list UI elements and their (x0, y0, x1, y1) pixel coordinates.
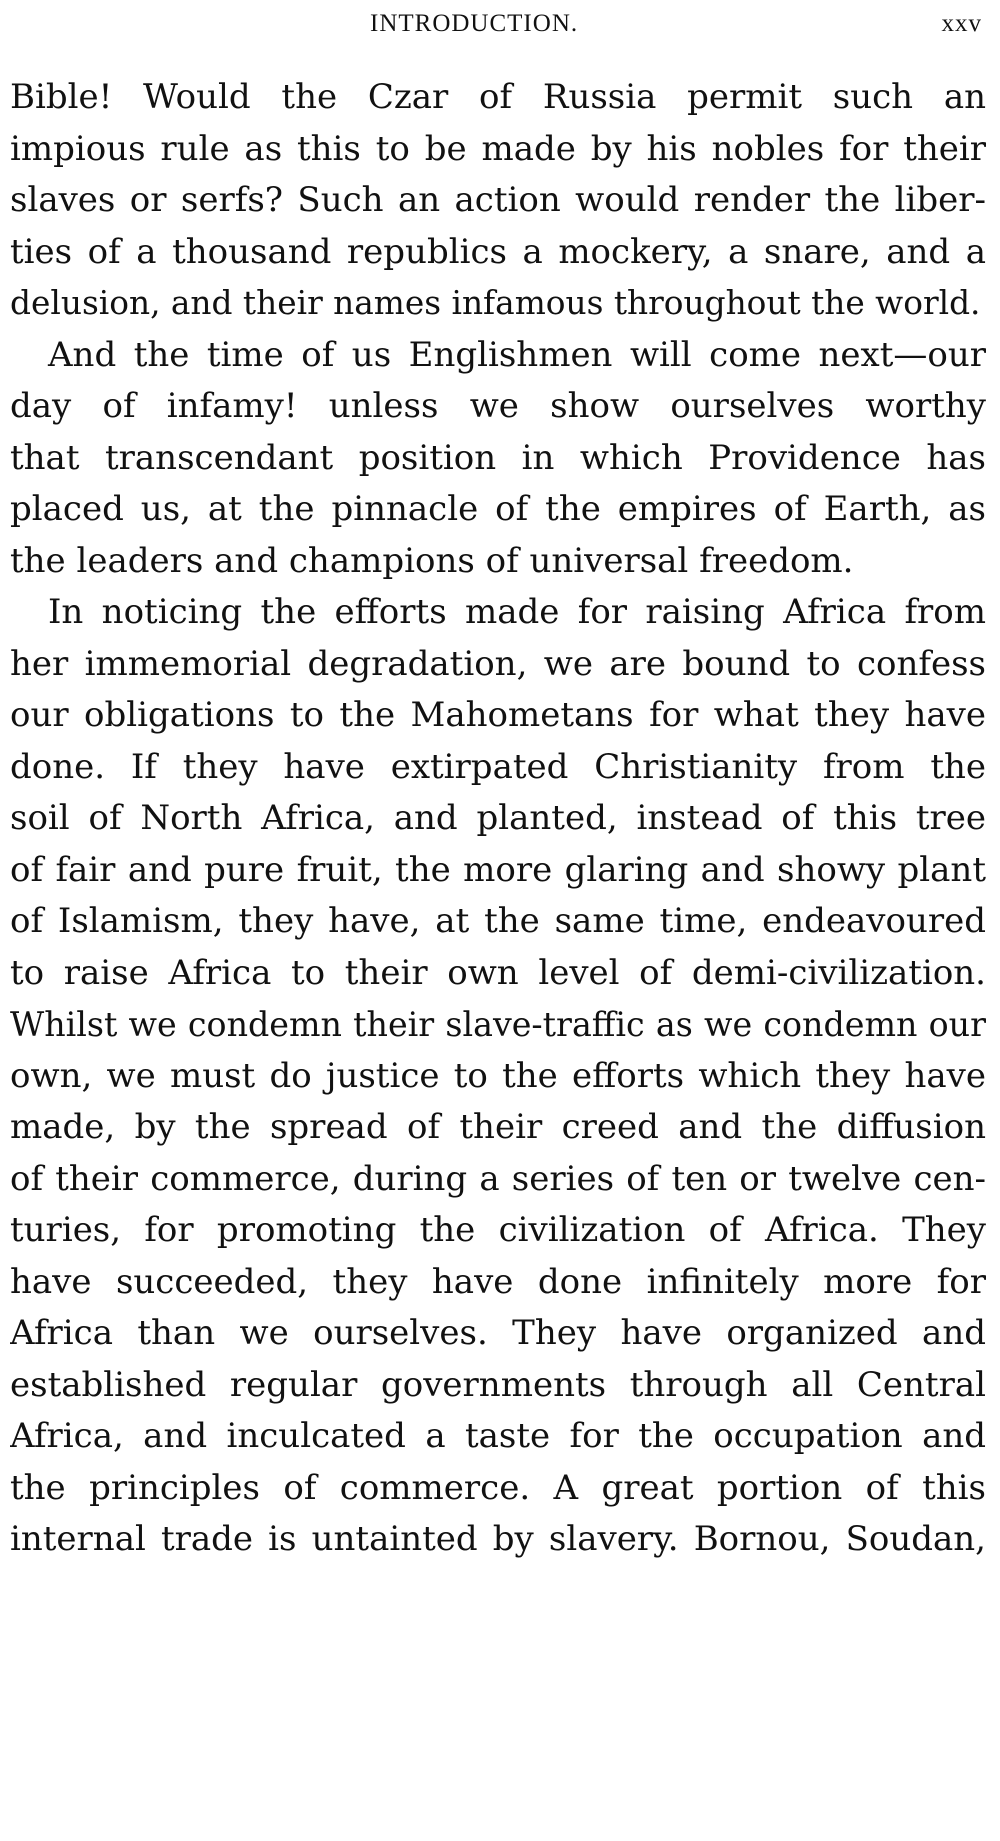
page-number: xxv (941, 10, 982, 37)
text-line: her immemorial degradation, we are bound to confess (10, 643, 986, 684)
text-line: delusion, and their names infamous throughout the world. (10, 284, 981, 322)
text-line: slaves or serfs? Such an action would render the liber- (10, 180, 986, 220)
text-line: of Islamism, they have, at the same time, endeavoured (10, 901, 986, 941)
text-line: day of infamy! unless we show ourselves worthy (10, 386, 986, 426)
running-head (0, 6, 1000, 46)
text-line: our obligations to the Mahometans for what they have (10, 695, 986, 735)
text-line: own, we must do justice to the efforts which they have (10, 1055, 986, 1096)
text-line: done. If they have extirpated Christianity from the (10, 746, 986, 787)
text-line: And the time of us Englishmen will come next—our (48, 334, 986, 375)
running-title: INTRODUCTION. (370, 10, 579, 37)
text-line: internal trade is untainted by slavery. Bornou, Soudan, (10, 1519, 986, 1559)
text-line: to raise Africa to their own level of demi-civilization. (10, 952, 986, 993)
text-line: In noticing the efforts made for raising Africa from (48, 592, 986, 632)
text-line: Africa, and inculcated a taste for the occupation and (10, 1416, 986, 1456)
paragraph-englishmen (10, 330, 986, 588)
text-line: ties of a thousand republics a mockery, a snare, and a (10, 231, 986, 272)
text-line: impious rule as this to be made by his nobles for their (10, 128, 986, 169)
text-line: turies, for promoting the civilization of Africa. They (10, 1210, 986, 1250)
text-line: that transcendant position in which Providence has (10, 437, 986, 478)
text-line: established regular governments through all Central (10, 1364, 986, 1405)
text-line: Africa than we ourselves. They have organized and (10, 1313, 986, 1353)
text-line: Bible! Would the Czar of Russia permit such an (10, 77, 986, 117)
text-line: of fair and pure fruit, the more glaring and showy plant (10, 849, 986, 890)
text-line: Whilst we condemn their slave-traffic as we condemn our (10, 1005, 986, 1044)
text-line: made, by the spread of their creed and the diffusion (10, 1107, 986, 1147)
text-line: of their commerce, during a series of ten or twelve cen- (10, 1158, 986, 1199)
paragraph-continuation (10, 72, 986, 330)
text-line: placed us, at the pinnacle of the empires of Earth, as (10, 489, 986, 529)
text-line: soil of North Africa, and planted, instead of this tree (10, 798, 986, 838)
body-text (10, 72, 986, 1566)
paragraph-africa (10, 587, 986, 1566)
text-line: have succeeded, they have done infinitely more for (10, 1261, 986, 1302)
text-line: the principles of commerce. A great portion of this (10, 1467, 986, 1508)
text-line: the leaders and champions of universal freedom. (10, 540, 854, 581)
